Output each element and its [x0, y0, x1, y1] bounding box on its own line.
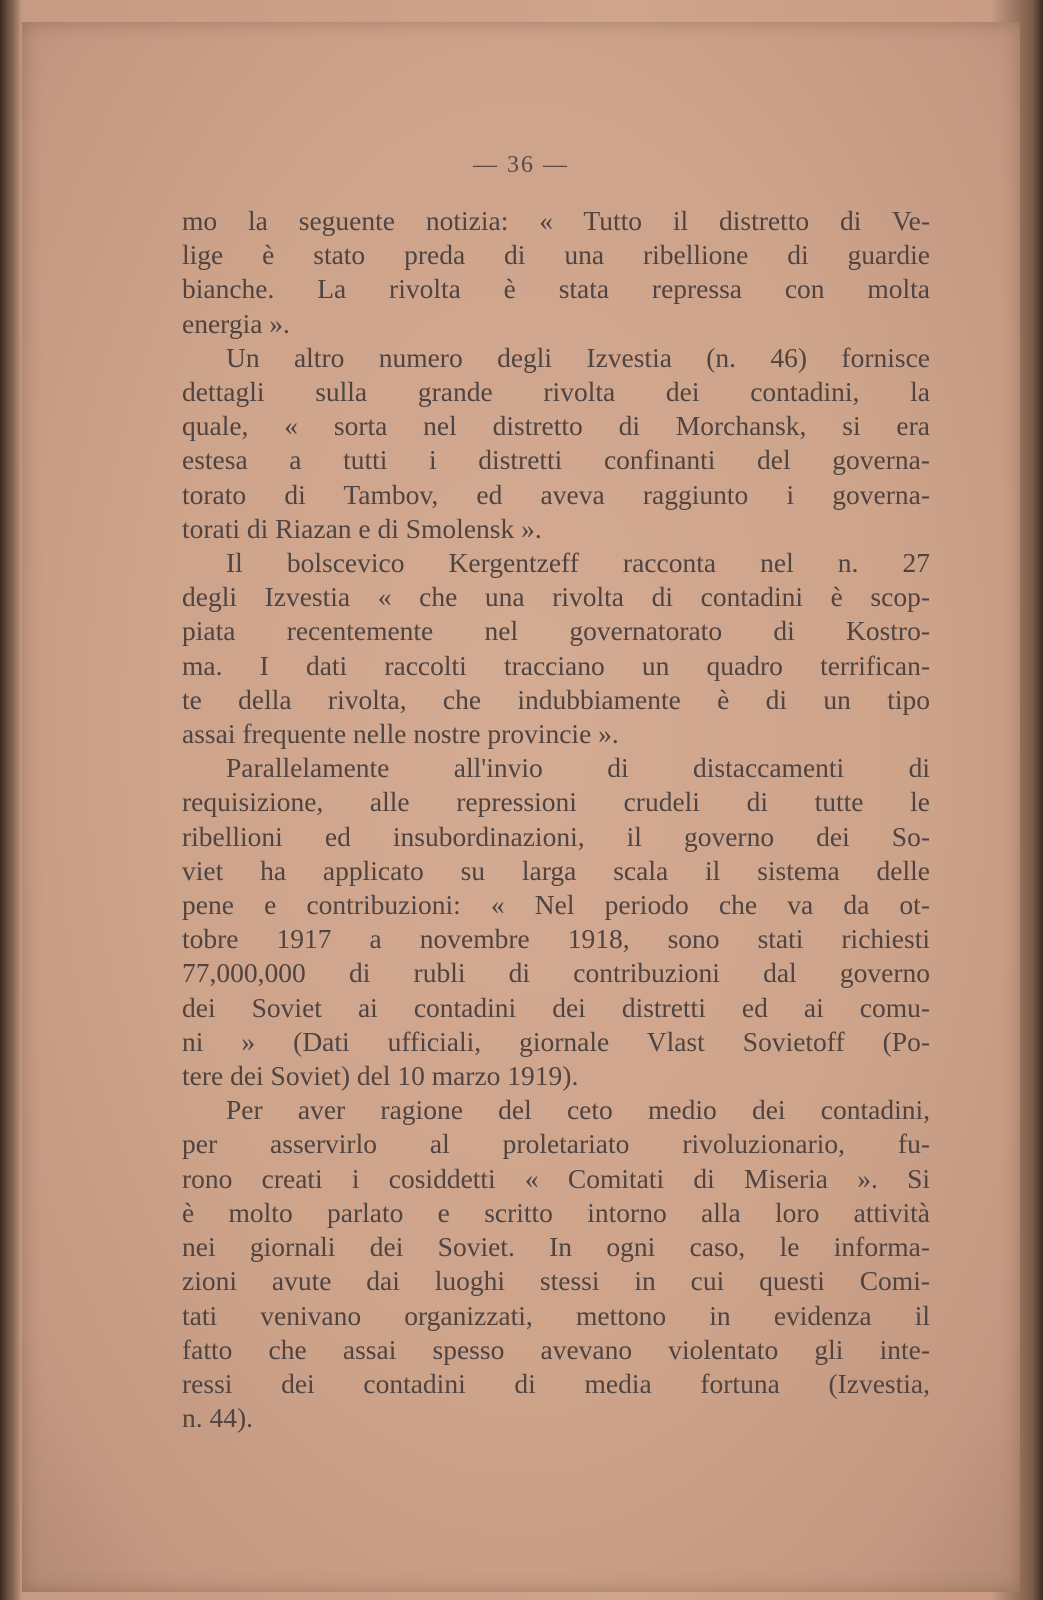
text-line: Il bolscevico Kergentzeff racconta nel n. 27	[226, 547, 930, 579]
text-line: tobre 1917 a novembre 1918, sono stati richiesti	[182, 923, 930, 955]
text-line: Per aver ragione del ceto medio dei contadini,	[226, 1094, 930, 1126]
text-line: 77,000,000 di rubli di contribuzioni dal governo	[182, 957, 930, 989]
text-line: torato di Tambov, ed aveva raggiunto i governa-	[182, 478, 930, 510]
text-line: Un altro numero degli Izvestia (n. 46) fornisce	[226, 341, 930, 373]
text-line: rono creati i cosiddetti « Comitati di Miseria ». Si	[182, 1162, 930, 1194]
text-line: dei Soviet ai contadini dei distretti ed ai comu-	[182, 991, 930, 1023]
text-line: torati di Riazan e di Smolensk ».	[182, 512, 542, 544]
text-line: ressi dei contadini di media fortuna (Izvestia,	[182, 1367, 930, 1399]
text-line: requisizione, alle repressioni crudeli di tutte le	[182, 786, 930, 818]
text-line: tere dei Soviet) del 10 marzo 1919).	[182, 1060, 579, 1092]
text-line: quale, « sorta nel distretto di Morchansk, si era	[182, 410, 930, 442]
text-line: piata recentemente nel governatorato di Kostro-	[182, 615, 930, 647]
text-line: per asservirlo al proletariato rivoluzionario, fu-	[182, 1128, 930, 1160]
text-line: ma. I dati raccolti tracciano un quadro terrifican-	[182, 649, 930, 681]
text-line: Parallelamente all'invio di distaccamenti di	[226, 752, 930, 784]
text-line: lige è stato preda di una ribellione di guardie	[182, 239, 930, 271]
text-line: degli Izvestia « che una rivolta di contadini è scop-	[182, 581, 930, 613]
body-text	[182, 204, 930, 1435]
text-line: fatto che assai spesso avevano violentato gli inte-	[182, 1333, 930, 1365]
text-line: dettagli sulla grande rivolta dei contadini, la	[182, 376, 930, 408]
text-line: n. 44).	[182, 1402, 254, 1434]
book-page	[22, 22, 1020, 1592]
text-line: nei giornali dei Soviet. In ogni caso, le informa-	[182, 1231, 930, 1263]
text-line: te della rivolta, che indubbiamente è di un tipo	[182, 683, 930, 715]
text-line: viet ha applicato su larga scala il sistema delle	[182, 854, 930, 886]
text-line: è molto parlato e scritto intorno alla loro attività	[182, 1196, 930, 1228]
text-line: ni » (Dati ufficiali, giornale Vlast Sovietoff (Po-	[182, 1025, 930, 1057]
text-line: ribellioni ed insubordinazioni, il governo dei So-	[182, 820, 930, 852]
text-line: zioni avute dai luoghi stessi in cui questi Comi-	[182, 1265, 930, 1297]
text-line: pene e contribuzioni: « Nel periodo che va da ot-	[182, 889, 930, 921]
text-line: mo la seguente notizia: « Tutto il distretto di Ve-	[182, 205, 930, 236]
text-line: bianche. La rivolta è stata repressa con molta	[182, 273, 930, 305]
text-line: tati venivano organizzati, mettono in evidenza il	[182, 1299, 930, 1331]
text-line: assai frequente nelle nostre provincie ».	[182, 718, 619, 750]
text-line: estesa a tutti i distretti confinanti del governa-	[182, 444, 930, 476]
text-line: energia ».	[182, 307, 290, 339]
page-number: — 36 —	[473, 152, 569, 178]
